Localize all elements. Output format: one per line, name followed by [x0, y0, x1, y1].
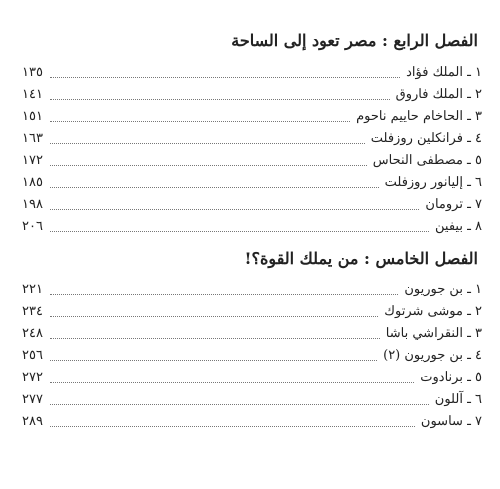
toc-entry — [22, 172, 482, 194]
toc-entry — [22, 194, 482, 216]
toc-page-number: ١٧٢ — [22, 153, 43, 168]
toc-entry-title: ٦ ـ إليانور روزفلت — [384, 175, 482, 190]
toc-entry — [22, 84, 482, 106]
dot-leader — [50, 425, 415, 427]
toc-entry-title: ١ ـ بن جوريون — [404, 282, 482, 297]
dot-leader — [50, 76, 400, 78]
toc-entry — [22, 62, 482, 84]
chapter-5-title: الفصل الخامس : من يملك القوة؟! — [244, 249, 478, 268]
toc-entry — [22, 301, 482, 323]
toc-page-number: ١٩٨ — [22, 197, 43, 212]
toc-entry-title: ٢ ـ موشى شرتوك — [384, 304, 482, 319]
toc-page-number: ١٦٣ — [22, 131, 43, 146]
toc-entry — [22, 128, 482, 150]
toc-entry-title: ٥ ـ برنادوت — [420, 370, 482, 385]
dot-leader — [50, 208, 419, 210]
toc-page-number: ٢٠٦ — [22, 219, 43, 234]
dot-leader — [50, 293, 398, 295]
toc-page-number: ١٨٥ — [22, 175, 43, 190]
toc-page-number: ٢٣٤ — [22, 304, 43, 319]
toc-page-number: ١٤١ — [22, 87, 43, 102]
dot-leader — [50, 230, 429, 232]
toc-entry-title: ٨ ـ بيفين — [435, 219, 482, 234]
toc-entry — [22, 323, 482, 345]
chapter-4-toc — [22, 62, 482, 238]
toc-entry — [22, 389, 482, 411]
chapter-5-toc — [22, 279, 482, 433]
toc-entry-title: ٣ ـ الحاخام حاييم ناحوم — [356, 109, 482, 124]
toc-entry-title: ٦ ـ آللون — [434, 392, 482, 407]
toc-entry-title: ٥ ـ مصطفى النحاس — [372, 153, 482, 168]
toc-page-number: ٢٤٨ — [22, 326, 43, 341]
toc-entry — [22, 411, 482, 433]
toc-page-number: ١٣٥ — [22, 65, 43, 80]
toc-page-number: ٢٧٢ — [22, 370, 43, 385]
dot-leader — [50, 142, 365, 144]
toc-page-number: ٢٨٩ — [22, 414, 43, 429]
toc-entry-title: ٣ ـ النقراشي باشا — [385, 326, 482, 341]
dot-leader — [50, 359, 377, 361]
dot-leader — [50, 120, 350, 122]
toc-entry-title: ٢ ـ الملك فاروق — [395, 87, 482, 102]
dot-leader — [50, 164, 367, 166]
dot-leader — [50, 315, 378, 317]
dot-leader — [50, 337, 380, 339]
toc-entry-title: ١ ـ الملك فؤاد — [406, 65, 482, 80]
toc-entry — [22, 106, 482, 128]
toc-entry — [22, 345, 482, 367]
toc-page-number: ٢٢١ — [22, 282, 43, 297]
toc-entry — [22, 216, 482, 238]
toc-entry-title: ٧ ـ ترومان — [425, 197, 482, 212]
toc-page-number: ٢٥٦ — [22, 348, 43, 363]
toc-entry-title: ٧ ـ ساسون — [420, 414, 482, 429]
dot-leader — [50, 186, 379, 188]
dot-leader — [50, 98, 390, 100]
toc-entry-title: ٤ ـ بن جوريون (٢) — [383, 348, 482, 363]
toc-page-number: ٢٧٧ — [22, 392, 43, 407]
toc-entry — [22, 279, 482, 301]
toc-entry — [22, 150, 482, 172]
toc-entry — [22, 367, 482, 389]
chapter-4-title: الفصل الرابع : مصر تعود إلى الساحة — [231, 31, 478, 50]
dot-leader — [50, 381, 414, 383]
toc-entry-title: ٤ ـ فرانكلين روزفلت — [370, 131, 482, 146]
dot-leader — [50, 403, 429, 405]
toc-page-number: ١٥١ — [22, 109, 43, 124]
